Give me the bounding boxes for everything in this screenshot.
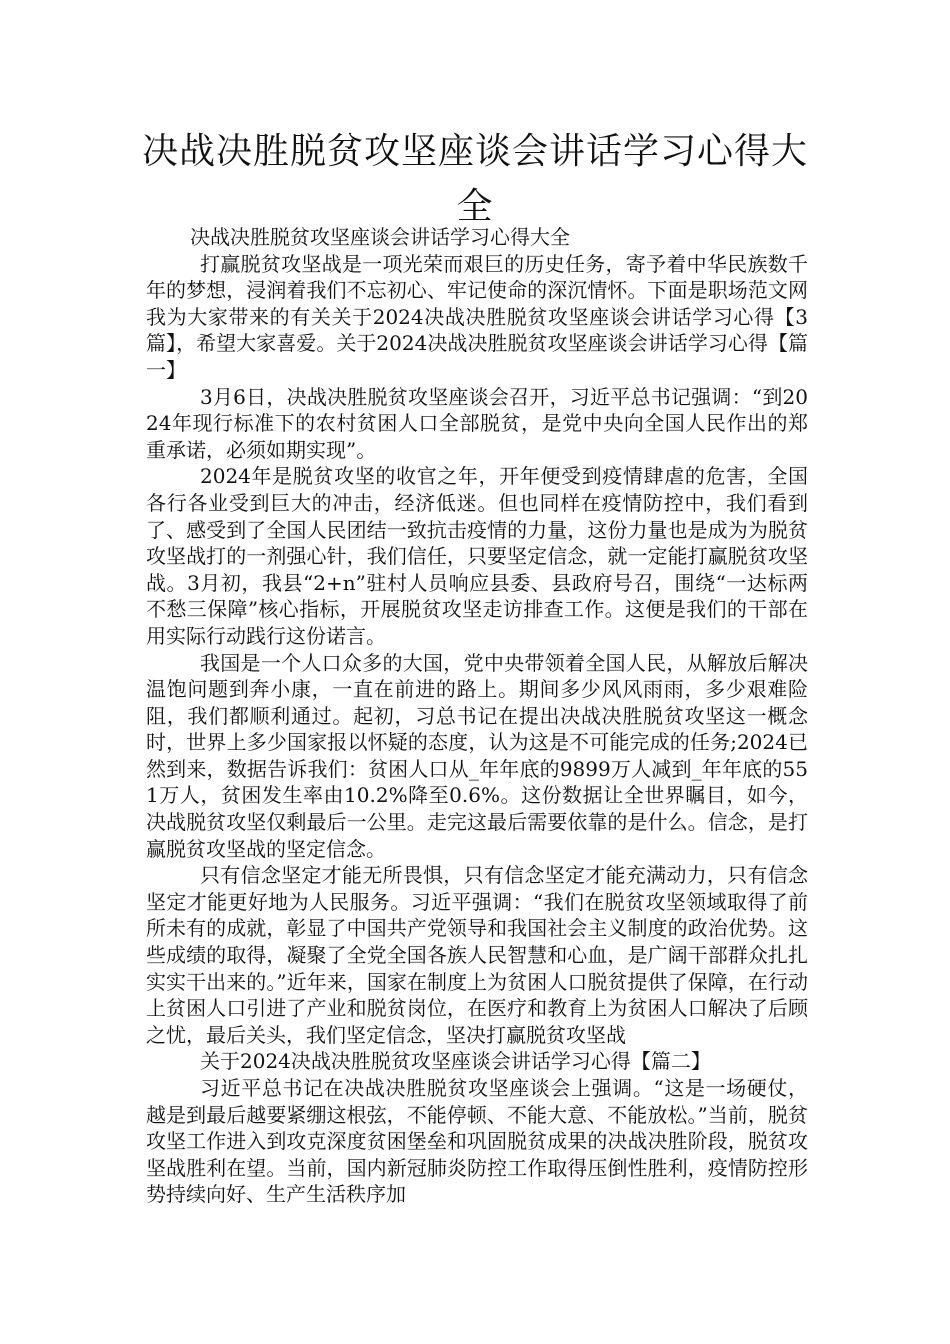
document-title: 决战决胜脱贫攻坚座谈会讲话学习心得大全 — [141, 131, 808, 227]
body-paragraph: 我国是一个人口众多的大国，党中央带领着全国人民，从解放后解决温饱问题到奔小康，一直在前进的路上。期间多少风风雨雨，多少艰难险阻，我们都顺利通过。起初，习总书记在提出决战决胜脱贫攻坚这一概念时，世界上多少国家报以怀疑的态度，认为这是不可能完成的任务;2024已然到来，数据告诉我们：贫困人口从_年年底的9899万人减到_年年底的551万人，贫困发生率由10.2%降至0.6%。这份数据让全世界瞩目，如今，决战脱贫攻坚仅剩最后一公里。走完这最后需要依靠的是什么。信念，是打赢脱贫攻坚战的坚定信念。 — [146, 650, 808, 861]
body-paragraph: 习近平总书记在决战决胜脱贫攻坚座谈会上强调。“这是一场硬仗，越是到最后越要紧绷这根弦，不能停顿、不能大意、不能放松。”当前，脱贫攻坚工作进入到攻克深度贫困堡垒和巩固脱贫成果的决战决胜阶段，脱贫攻坚战胜利在望。当前，国内新冠肺炎防控工作取得压倒性胜利，疫情防控形势持续向好、生产生活秩序加 — [146, 1076, 808, 1207]
subtitle-paragraph: 决战决胜脱贫攻坚座谈会讲话学习心得大全 — [190, 225, 570, 249]
body-paragraph: 2024年是脱贫攻坚的收官之年，开年便受到疫情肆虐的危害，全国各行各业受到巨大的冲击，经济低迷。但也同样在疫情防控中，我们看到了、感受到了全国人民团结一致抗击疫情的力量，这份力量也是成为为脱贫攻坚战打的一剂强心针，我们信任，只要坚定信念，就一定能打赢脱贫攻坚战。3月初，我县“2+n”驻村人员响应县委、县政府号召，围绕“一达标两不愁三保障”核心指标，开展脱贫攻坚走访排查工作。这便是我们的干部在用实际行动践行这份诺言。 — [146, 464, 808, 648]
body-paragraph: 只有信念坚定才能无所畏惧，只有信念坚定才能充满动力，只有信念坚定才能更好地为人民服务。习近平强调：“我们在脱贫攻坚领域取得了前所未有的成就，彰显了中国共产党领导和我国社会主义制度的政治优势。这些成绩的取得，凝聚了全党全国各族人民智慧和心血，是广阔干部群众扎扎实实干出来的。”近年来，国家在制度上为贫困人口脱贫提供了保障，在行动上贫困人口引进了产业和脱贫岗位，在医疗和教育上为贫困人口解决了后顾之忧，最后关头，我们坚定信念，坚决打赢脱贫攻坚战 — [146, 863, 808, 1047]
body-paragraph: 3月6日，决战决胜脱贫攻坚座谈会召开，习近平总书记强调：“到2024年现行标准下的农村贫困人口全部脱贫，是党中央向全国人民作出的郑重承诺，必须如期实现”。 — [146, 384, 808, 462]
document-body — [146, 224, 808, 1208]
section-heading: 关于2024决战决胜脱贫攻坚座谈会讲话学习心得【篇二】 — [200, 1049, 711, 1074]
body-paragraph: 打赢脱贫攻坚战是一项光荣而艰巨的历史任务，寄予着中华民族数千年的梦想，浸润着我们不忘初心、牢记使命的深沉情怀。下面是职场范文网我为大家带来的有关关于2024决战决胜脱贫攻坚座谈会讲话学习心得【3篇】，希望大家喜爱。关于2024决战决胜脱贫攻坚座谈会讲话学习心得【篇一】 — [146, 251, 808, 382]
